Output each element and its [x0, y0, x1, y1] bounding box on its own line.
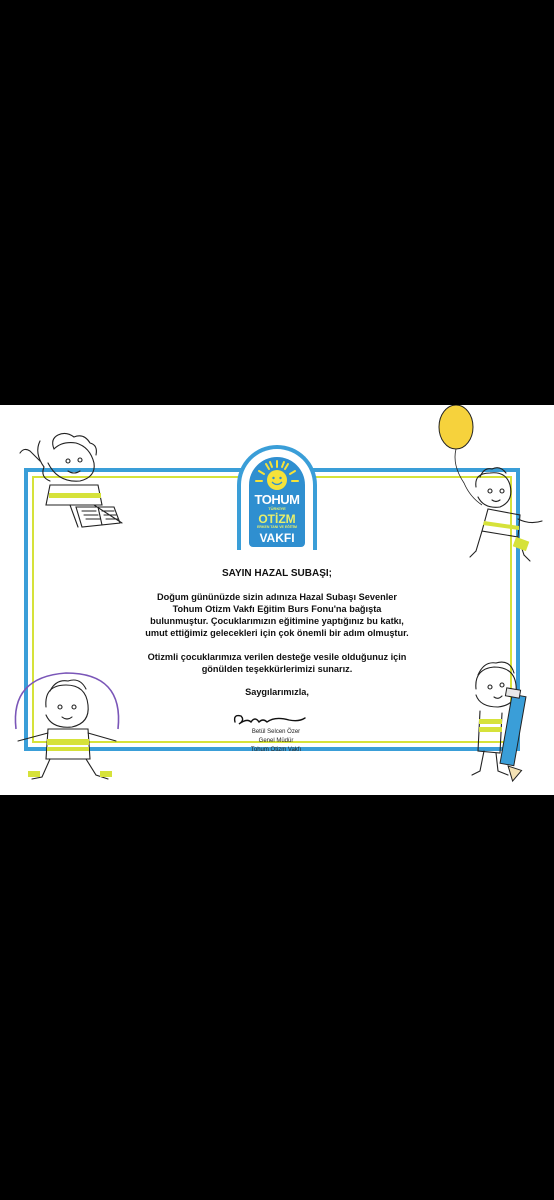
child-reading-illustration [10, 423, 130, 528]
letter-line: gönülden teşekkürlerimizi sunarız. [201, 664, 353, 674]
logo-text-vakfi: VAKFI [259, 531, 295, 545]
letter-paragraph-1 [60, 591, 494, 639]
letter-body [60, 568, 494, 707]
signatory-organization: Tohum Otizm Vakfı [250, 747, 302, 753]
handwritten-signature [229, 712, 309, 728]
tohum-logo [249, 457, 305, 547]
certificate-card [0, 405, 554, 795]
signatory-name: Betül Selcen Özer [251, 729, 301, 735]
logo-text-otizm: OTİZM [258, 512, 296, 526]
signature-block [200, 728, 352, 755]
logo-text-tagline: ERKEN TANI VE EĞİTİM [257, 525, 297, 529]
letter-line: Doğum gününüzde sizin adınıza Hazal Subaşı Sevenler [157, 592, 397, 602]
sun-icon [249, 457, 305, 497]
letter-line: Otizmli çocuklarımıza verilen desteğe vesile olduğunuz için [147, 652, 407, 662]
letter-line: umut ettiğimiz gelecekleri için çok önemli bir adım olmuştur. [145, 628, 409, 638]
letter-paragraph-2 [60, 651, 494, 675]
signatory-title: Genel Müdür [258, 738, 294, 744]
letter-closing: Saygılarımızla, [245, 687, 309, 697]
letter-line: Tohum Otizm Vakfı Eğitim Burs Fonu'na bağışta [172, 604, 382, 614]
balloon-child-illustration [430, 405, 554, 565]
logo-text-turkiye: TÜRKİYE [268, 506, 286, 511]
letter-line: bulunmuştur. Çocuklarımızın eğitimine yaptığınız bu katkı, [150, 616, 404, 626]
letter-salutation: SAYIN HAZAL SUBAŞI; [221, 568, 332, 579]
logo-text-tohum: TOHUM [254, 492, 300, 507]
